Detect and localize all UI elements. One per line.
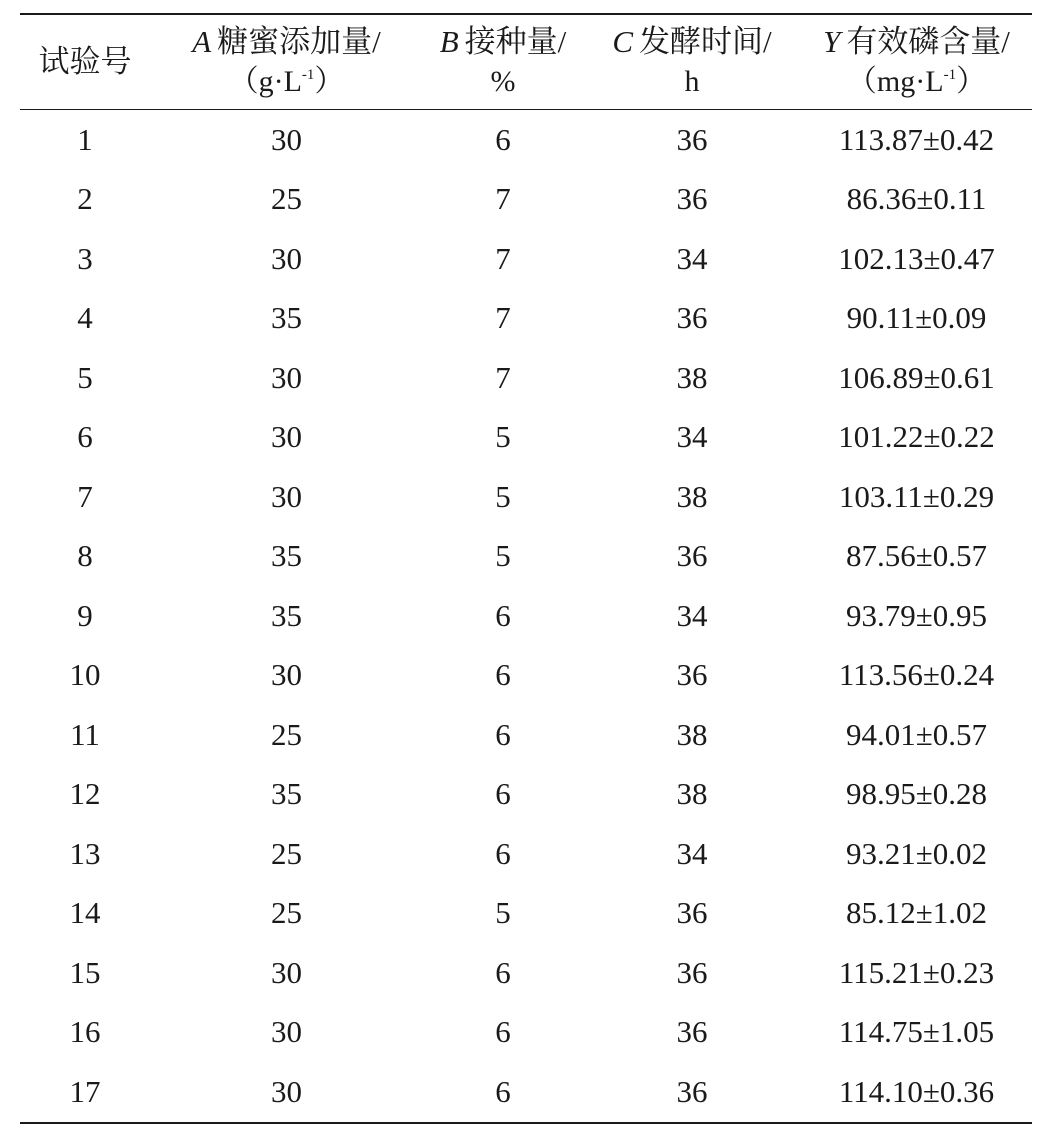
header-phosphorus-line1 [801, 22, 1032, 62]
trial-no-cell: 2 [77, 181, 93, 217]
molasses-cell: 30 [271, 657, 302, 693]
molasses-cell: 30 [150, 1062, 423, 1123]
molasses-cell: 25 [271, 716, 302, 752]
phosphorus-cell: 87.56±0.57 [845, 538, 987, 574]
table-row [20, 170, 1032, 230]
molasses-cell: 30 [271, 121, 302, 157]
header-molasses-factor: A [192, 24, 212, 59]
trial-no-cell: 11 [70, 716, 100, 752]
header-molasses-unit-end: ） [314, 65, 345, 98]
time-cell: 36 [676, 121, 708, 157]
trial-no-cell: 1 [77, 121, 93, 157]
table-row [20, 884, 1032, 944]
trial-no-cell: 3 [77, 240, 93, 276]
molasses-cell: 35 [271, 776, 302, 812]
table-row [20, 110, 1032, 170]
table-row [20, 705, 1032, 765]
header-molasses-label: 糖蜜添加量/ [217, 24, 381, 59]
phosphorus-cell: 86.36±0.11 [846, 181, 987, 217]
header-molasses-unit-sup: -1 [301, 67, 315, 83]
header-fermentation-time [583, 14, 801, 110]
trial-no-cell: 12 [69, 776, 101, 812]
header-inoculum-unit: % [490, 65, 516, 98]
phosphorus-cell: 93.21±0.02 [845, 835, 987, 871]
molasses-cell: 35 [271, 300, 302, 336]
header-trial-no [20, 14, 150, 110]
inoculum-cell: 5 [495, 895, 511, 931]
trial-no-cell: 17 [20, 1062, 150, 1123]
table-row [20, 586, 1032, 646]
inoculum-cell: 6 [495, 716, 511, 752]
table-row [20, 467, 1032, 527]
table-row [20, 408, 1032, 468]
trial-no-cell: 16 [69, 1014, 101, 1050]
phosphorus-cell: 106.89±0.61 [838, 359, 995, 395]
header-phosphorus-label: 有效磷含量/ [846, 24, 1010, 59]
molasses-cell: 35 [271, 597, 302, 633]
trial-no-cell: 10 [69, 657, 101, 693]
phosphorus-cell: 114.75±1.05 [838, 1014, 995, 1050]
header-phosphorus-unit-text: （mg·L [846, 65, 944, 98]
header-molasses-unit-text: （g·L [228, 65, 302, 98]
molasses-cell: 30 [271, 954, 302, 990]
table-row [20, 824, 1032, 884]
table-row [20, 348, 1032, 408]
inoculum-cell: 5 [495, 538, 511, 574]
time-cell: 38 [676, 716, 708, 752]
molasses-cell: 25 [271, 181, 302, 217]
time-cell: 38 [676, 359, 708, 395]
response-surface-results-table [20, 13, 1032, 1124]
time-cell: 38 [676, 776, 708, 812]
molasses-cell: 25 [271, 895, 302, 931]
inoculum-cell: 7 [495, 181, 511, 217]
table-row [20, 527, 1032, 587]
table-row [20, 646, 1032, 706]
header-fermentation-line1 [583, 22, 801, 62]
time-cell: 36 [676, 538, 708, 574]
header-row [20, 14, 1032, 110]
trial-no-cell: 15 [69, 954, 101, 990]
phosphorus-cell: 101.22±0.22 [838, 419, 995, 455]
inoculum-cell: 6 [495, 121, 511, 157]
inoculum-cell: 7 [495, 300, 511, 336]
time-cell: 36 [676, 181, 708, 217]
header-molasses-line1 [150, 22, 423, 62]
time-cell: 36 [676, 954, 708, 990]
trial-no-cell: 4 [77, 300, 93, 336]
time-cell: 34 [676, 835, 708, 871]
time-cell: 34 [676, 419, 708, 455]
phosphorus-cell: 114.10±0.36 [801, 1062, 1032, 1123]
header-molasses-unit [150, 62, 423, 102]
molasses-cell: 30 [271, 419, 302, 455]
time-cell: 36 [676, 300, 708, 336]
header-inoculum-amount [423, 14, 583, 110]
molasses-cell: 30 [271, 478, 302, 514]
phosphorus-cell: 102.13±0.47 [838, 240, 995, 276]
header-phosphorus-unit-sup: -1 [943, 67, 957, 83]
results-table-container [20, 13, 1032, 1124]
phosphorus-cell: 94.01±0.57 [845, 716, 987, 752]
header-available-phosphorus [801, 14, 1032, 110]
trial-no-cell: 9 [77, 597, 93, 633]
header-inoculum-label: 接种量/ [464, 24, 567, 59]
trial-no-cell: 13 [69, 835, 101, 871]
inoculum-cell: 6 [495, 954, 511, 990]
header-trial-no-label: 试验号 [38, 44, 132, 79]
molasses-cell: 30 [271, 359, 302, 395]
table-row [20, 229, 1032, 289]
table-row [20, 289, 1032, 349]
table-row [20, 1003, 1032, 1063]
phosphorus-cell: 103.11±0.29 [838, 478, 995, 514]
header-inoculum-line1 [423, 22, 583, 62]
table-body [20, 110, 1032, 1123]
phosphorus-cell: 90.11±0.09 [846, 300, 987, 336]
table-header [20, 14, 1032, 110]
inoculum-cell: 7 [495, 240, 511, 276]
header-inoculum-factor: B [439, 24, 459, 59]
time-cell: 38 [676, 478, 708, 514]
header-fermentation-factor: C [612, 24, 634, 59]
header-phosphorus-factor: Y [823, 24, 841, 59]
header-phosphorus-unit-end: ） [956, 65, 987, 98]
molasses-cell: 30 [271, 240, 302, 276]
time-cell: 36 [676, 895, 708, 931]
molasses-cell: 35 [271, 538, 302, 574]
inoculum-cell: 5 [495, 419, 511, 455]
phosphorus-cell: 115.21±0.23 [838, 954, 995, 990]
molasses-cell: 30 [271, 1014, 302, 1050]
phosphorus-cell: 113.87±0.42 [838, 121, 995, 157]
inoculum-cell: 6 [495, 1014, 511, 1050]
table-row [20, 765, 1032, 825]
phosphorus-cell: 113.56±0.24 [838, 657, 995, 693]
header-phosphorus-unit [801, 62, 1032, 102]
trial-no-cell: 7 [77, 478, 93, 514]
trial-no-cell: 8 [77, 538, 93, 574]
trial-no-cell: 5 [77, 359, 93, 395]
table-row [20, 943, 1032, 1003]
time-cell: 34 [676, 597, 708, 633]
inoculum-cell: 6 [495, 835, 511, 871]
time-cell: 36 [676, 657, 708, 693]
phosphorus-cell: 85.12±1.02 [845, 895, 987, 931]
time-cell: 34 [676, 240, 708, 276]
time-cell: 36 [583, 1062, 801, 1123]
inoculum-cell: 6 [423, 1062, 583, 1123]
inoculum-cell: 6 [495, 657, 511, 693]
inoculum-cell: 6 [495, 776, 511, 812]
header-fermentation-unit: h [684, 65, 700, 98]
inoculum-cell: 7 [495, 359, 511, 395]
inoculum-cell: 6 [495, 597, 511, 633]
phosphorus-cell: 93.79±0.95 [845, 597, 987, 633]
table-row [20, 1062, 1032, 1123]
trial-no-cell: 6 [77, 419, 93, 455]
phosphorus-cell: 98.95±0.28 [845, 776, 987, 812]
time-cell: 36 [676, 1014, 708, 1050]
trial-no-cell: 14 [69, 895, 101, 931]
header-fermentation-label: 发酵时间/ [639, 24, 772, 59]
molasses-cell: 25 [271, 835, 302, 871]
inoculum-cell: 5 [495, 478, 511, 514]
header-molasses-amount [150, 14, 423, 110]
